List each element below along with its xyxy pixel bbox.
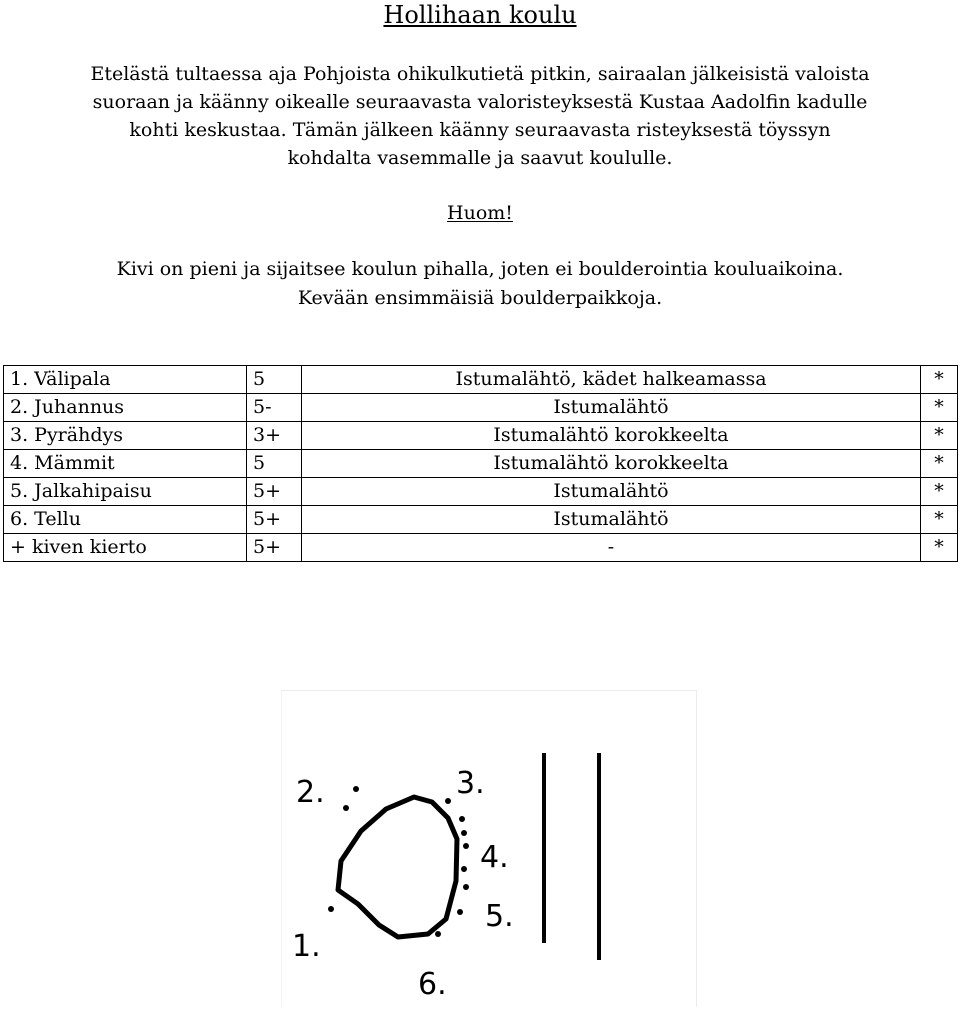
page-title: Hollihaan koulu	[383, 1, 577, 29]
table-row	[4, 478, 958, 506]
route-stars: *	[921, 506, 958, 534]
topo-label: 4.	[480, 840, 509, 875]
route-start: Istumalähtö, kädet halkeamassa	[302, 366, 921, 394]
route-table	[3, 365, 958, 562]
route-dot	[463, 884, 469, 890]
route-name: 6. Tellu	[4, 506, 247, 534]
route-dot	[343, 805, 349, 811]
table-row	[4, 506, 958, 534]
route-grade: 5	[247, 366, 302, 394]
route-grade: 5-	[247, 394, 302, 422]
table-row	[4, 534, 958, 562]
route-dot	[457, 909, 463, 915]
note-line: Kivi on pieni ja sijaitsee koulun pihalla, joten ei boulderointia kouluaikoina.	[116, 258, 844, 280]
route-dot	[463, 843, 469, 849]
table-row	[4, 366, 958, 394]
route-start: -	[302, 534, 921, 562]
route-start: Istumalähtö korokkeelta	[302, 450, 921, 478]
route-stars: *	[921, 366, 958, 394]
route-stars: *	[921, 394, 958, 422]
route-stars: *	[921, 450, 958, 478]
route-start: Istumalähtö	[302, 478, 921, 506]
route-stars: *	[921, 534, 958, 562]
route-name: + kiven kierto	[4, 534, 247, 562]
directions-line: suoraan ja käänny oikealle seuraavasta valoristeyksestä Kustaa Aadolfin kadulle	[92, 91, 868, 113]
route-name: 2. Juhannus	[4, 394, 247, 422]
note-text	[0, 255, 960, 313]
route-dot	[435, 931, 441, 937]
note-line: Kevään ensimmäisiä boulderpaikkoja.	[297, 287, 663, 309]
boulder-outline	[338, 797, 457, 937]
route-dot	[459, 816, 465, 822]
topo-label: 1.	[292, 929, 321, 964]
route-grade: 5+	[247, 506, 302, 534]
directions-line: kohdalta vasemmalle ja saavut koululle.	[287, 147, 673, 169]
route-dot	[353, 786, 359, 792]
route-start: Istumalähtö korokkeelta	[302, 422, 921, 450]
route-dot	[328, 906, 334, 912]
topo-label: 6.	[418, 967, 447, 1002]
route-grade: 5+	[247, 478, 302, 506]
route-name: 5. Jalkahipaisu	[4, 478, 247, 506]
table-row	[4, 450, 958, 478]
topo-drawing	[282, 691, 696, 1007]
table-row	[4, 422, 958, 450]
route-dot	[445, 798, 451, 804]
route-stars: *	[921, 478, 958, 506]
route-name: 4. Mämmit	[4, 450, 247, 478]
route-dot	[461, 830, 467, 836]
directions-line: kohti keskustaa. Tämän jälkeen käänny seuraavasta risteyksestä töyssyn	[129, 119, 831, 141]
route-name: 3. Pyrähdys	[4, 422, 247, 450]
route-grade: 3+	[247, 422, 302, 450]
topo-label: 2.	[296, 775, 325, 810]
route-start: Istumalähtö	[302, 506, 921, 534]
route-dot	[461, 866, 467, 872]
directions-text	[0, 60, 960, 172]
topo-label: 3.	[456, 766, 485, 801]
route-grade: 5	[247, 450, 302, 478]
route-start: Istumalähtö	[302, 394, 921, 422]
directions-line: Etelästä tultaessa aja Pohjoista ohikulkutietä pitkin, sairaalan jälkeisistä valoista	[90, 63, 870, 85]
topo-label: 5.	[485, 899, 514, 934]
route-stars: *	[921, 422, 958, 450]
boulder-topo-sketch	[281, 690, 697, 1007]
route-name: 1. Välipala	[4, 366, 247, 394]
table-row	[4, 394, 958, 422]
note-heading: Huom!	[447, 202, 513, 224]
route-grade: 5+	[247, 534, 302, 562]
